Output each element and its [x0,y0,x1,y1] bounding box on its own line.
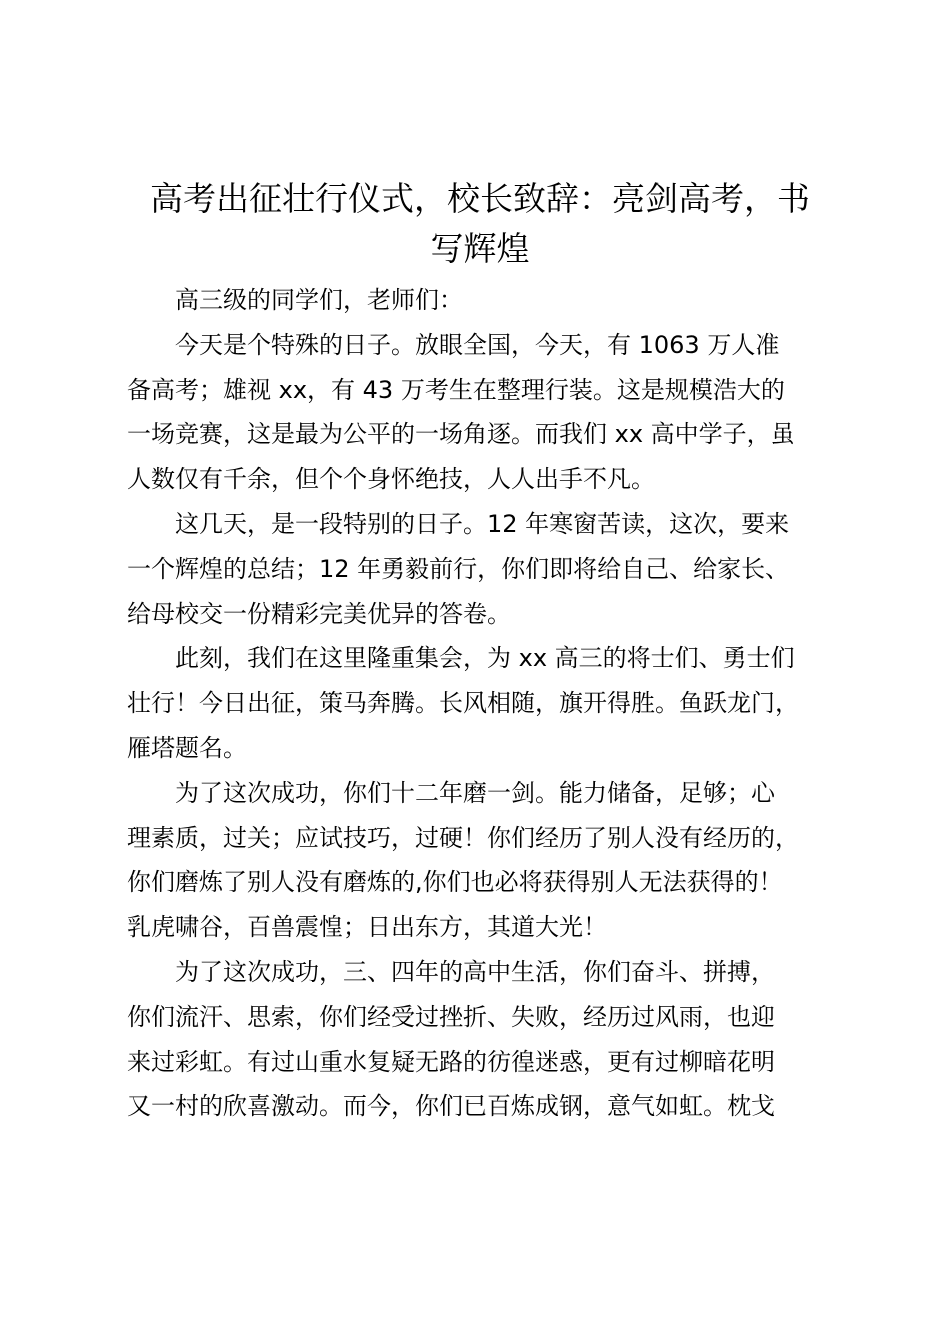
paragraph-line: 乳虎啸谷，百兽震惶；日出东方，其道大光！ [127,913,607,942]
paragraph-line: 一个辉煌的总结；12 年勇毅前行，你们即将给自己、给家长、 [127,554,790,583]
paragraph-line: 这几天，是一段特别的日子。12 年寒窗苦读，这次，要来 [175,509,790,538]
paragraph-line: 此刻，我们在这里隆重集会，为 xx 高三的将士们、勇士们 [175,644,795,673]
title-line-2: 写辉煌 [430,229,530,268]
paragraph-line: 你们磨炼了别人没有磨炼的,你们也必将获得别人无法获得的！ [127,868,783,897]
document-title [127,174,833,274]
paragraph-line: 又一村的欣喜激动。而今，你们已百炼成钢，意气如虹。枕戈 [127,1092,775,1121]
paragraph-5 [127,950,833,1129]
paragraph-greeting [127,278,833,323]
paragraph-line: 为了这次成功，三、四年的高中生活，你们奋斗、拼搏， [175,957,775,986]
paragraph-line: 给母校交一份精彩完美优异的答卷。 [127,599,511,628]
paragraph-line: 壮行！今日出征，策马奔腾。长风相随，旗开得胜。鱼跃龙门， [127,689,799,718]
document-page [127,174,833,1129]
document-body [127,278,833,1129]
paragraph-line: 来过彩虹。有过山重水复疑无路的彷徨迷惑，更有过柳暗花明 [127,1047,775,1076]
paragraph-line: 你们流汗、思索，你们经受过挫折、失败，经历过风雨，也迎 [127,1002,775,1031]
paragraph-3 [127,636,833,770]
paragraph-line: 今天是个特殊的日子。放眼全国，今天，有 1063 万人准 [175,330,780,359]
paragraph-4 [127,771,833,950]
paragraph-line: 雁塔题名。 [127,733,247,762]
paragraph-line: 理素质，过关；应试技巧，过硬！你们经历了别人没有经历的， [127,823,799,852]
paragraph-line: 一场竞赛，这是最为公平的一场角逐。而我们 xx 高中学子，虽 [127,420,795,449]
title-line-1: 高考出征壮行仪式，校长致辞：亮剑高考，书 [150,179,810,218]
paragraph-1 [127,323,833,502]
paragraph-line: 备高考；雄视 xx，有 43 万考生在整理行装。这是规模浩大的 [127,375,785,404]
paragraph-2 [127,502,833,636]
paragraph-line: 人数仅有千余，但个个身怀绝技，人人出手不凡。 [127,465,655,494]
paragraph-line: 高三级的同学们，老师们： [175,286,463,314]
paragraph-line: 为了这次成功，你们十二年磨一剑。能力储备，足够；心 [175,778,775,807]
